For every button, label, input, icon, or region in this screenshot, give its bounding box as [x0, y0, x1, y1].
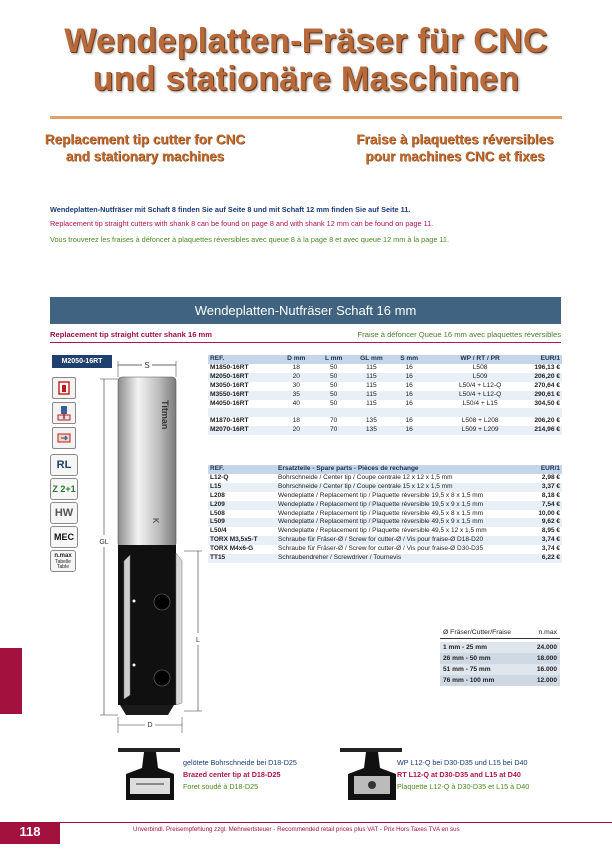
cell-s: 16 [390, 426, 427, 435]
cell-d: 20 [278, 373, 315, 382]
intro-de: Wendeplatten-Nutfräser mit Schaft 8 finden Sie auf Seite 8 und mit Schaft 12 mm finden Sie auf Seite 11. [50, 205, 411, 214]
cell-l: 50 [330, 399, 338, 407]
cell-eur: 304,50 € [534, 399, 560, 407]
section-subtitle-en: Replacement tip straight cutter shank 16 mm [50, 330, 213, 339]
cell-wp: L50/4 + L15 [462, 399, 498, 407]
replacement-tip-illustration [340, 744, 404, 802]
cell-ref: TORX M3,5x5-T [208, 536, 276, 545]
cell-ref: L15 [208, 483, 276, 492]
cell-d: 20 [278, 426, 315, 435]
cell-ref: L509 [208, 518, 276, 527]
subtitle-fr-line2: pour machines CNC et fixes [365, 149, 545, 164]
page-number: 118 [0, 822, 60, 844]
cell-ref: M4050-16RT [210, 399, 249, 407]
page-title-line2: und stationäre Maschinen [92, 60, 520, 98]
cell-l: 50 [315, 391, 352, 400]
dim-s-label: S [144, 361, 150, 370]
cell-desc: Wendeplatte / Replacement tip / Plaquette réversible 49,5 x 9 x 1,5 mm [276, 518, 516, 527]
cell-gl: 135 [352, 426, 390, 435]
cell-s: 16 [390, 391, 427, 400]
cell-wp: L509 + L209 [428, 426, 532, 435]
table-row [440, 653, 560, 664]
intro-en: Replacement tip straight cutters with shank 8 can be found on page 8 and with shank 12 mm can be found on page 11. [50, 219, 434, 228]
cell-s: 16 [405, 363, 413, 371]
header-eur: EUR/1 [532, 355, 562, 364]
cell-desc: Wendeplatte / Replacement tip / Plaquette réversible 19,5 x 8 x 1,5 mm [278, 491, 484, 499]
product-table [208, 355, 562, 435]
cell-d: 18 [292, 417, 300, 425]
cell-ref: L50/4 [210, 527, 227, 535]
cell-desc: Schraubendreher / Screwdriver / Tournevis [276, 554, 516, 563]
cell-eur: 290,61 € [534, 390, 560, 398]
cell-ref: TT15 [208, 554, 276, 563]
cell-range: 26 mm - 50 mm [440, 653, 529, 664]
spare-header-ref: REF. [208, 465, 276, 474]
brazed-tip-illustration [118, 744, 182, 802]
cell-ref: L508 [210, 509, 225, 517]
cell-eur: 8,95 € [541, 527, 560, 535]
header-wp: WP / RT / PR [428, 355, 532, 364]
section-title-bar: Wendeplatten-Nutfräser Schaft 16 mm [50, 297, 561, 324]
page-title [0, 22, 612, 98]
subtitle-en [40, 131, 250, 165]
plunge-icon [52, 402, 76, 424]
table-row [208, 426, 562, 435]
table-row [440, 642, 560, 653]
cell-wp: L50/4 + L12-Q [458, 381, 502, 389]
header-gl: GL mm [352, 355, 390, 364]
cell-l: 70 [315, 426, 352, 435]
cell-eur: 3,74 € [541, 545, 560, 553]
cell-d: 35 [278, 391, 315, 400]
nmax-badge-title: n.max [54, 553, 72, 559]
tip-left-de: gelötete Bohrschneide bei D18-D25 [183, 758, 297, 767]
subtitle-fr [330, 131, 580, 165]
cell-eur: 7,54 € [516, 501, 562, 510]
table-row [440, 664, 560, 675]
cell-ref: M1870-16RT [210, 417, 249, 425]
page-title-line1: Wendeplatten-Fräser für CNC [64, 22, 548, 60]
cell-desc: Bohrschneide / Center tip / Coupe centrale 15 x 12 x 1,5 mm [276, 483, 516, 492]
spare-header-desc: Ersatzteile - Spare parts - Pièces de rechange [276, 465, 516, 474]
table-row [208, 492, 562, 501]
table-row [208, 400, 562, 409]
cell-desc: Wendeplatte / Replacement tip / Plaquette réversible 19,5 x 9 x 1,5 mm [276, 501, 516, 510]
cell-wp: L509 [428, 373, 532, 382]
cell-ref: M2070-16RT [208, 426, 278, 435]
header-l: L mm [315, 355, 352, 364]
cell-eur: 214,96 € [534, 426, 560, 434]
spare-table-header [208, 465, 562, 474]
table-row [208, 382, 562, 391]
table-row [208, 536, 562, 545]
table-row [208, 417, 562, 426]
cell-rpm: 24.000 [529, 642, 560, 653]
cutter-type-icon [52, 377, 76, 399]
cell-eur: 8,18 € [541, 491, 560, 499]
table-row [208, 483, 562, 492]
table-row [208, 518, 562, 527]
model-badge: M2050-16RT [52, 355, 112, 368]
tip-left-text [183, 757, 297, 793]
cell-desc: Schraube für Fräser-Ø / Screw for cutter-Ø / Vis pour fraise-Ø D30-D35 [278, 545, 484, 553]
table-row [208, 527, 562, 536]
subtitle-en-line1: Replacement tip cutter for CNC [44, 132, 246, 147]
teeth-badge: Z 2+1 [50, 478, 78, 500]
tip-left-fr: Foret soudé à D18-D25 [183, 782, 259, 791]
table-row [208, 510, 562, 519]
table-row [440, 675, 560, 686]
cell-wp: L50/4 + L12-Q [428, 391, 532, 400]
cell-eur: 196,13 € [534, 363, 560, 371]
cell-eur: 6,22 € [516, 554, 562, 563]
tip-right-text [397, 757, 529, 793]
header-ref: REF. [208, 355, 278, 364]
brand-label: Titman [160, 400, 170, 430]
cell-desc: Wendeplatte / Replacement tip / Plaquette réversible 49,5 x 8 x 1,5 mm [278, 509, 484, 517]
cell-eur: 270,64 € [534, 381, 560, 389]
product-table-header [208, 355, 562, 364]
cell-ref: L12-Q [210, 473, 229, 481]
table-spacer-row [208, 408, 562, 417]
cell-l: 50 [330, 381, 338, 389]
cell-rpm: 12.000 [529, 675, 560, 686]
section-subtitle-fr: Fraise à défoncer Queue 16 mm avec plaquettes réversibles [357, 330, 561, 339]
cell-desc: Bohrschneide / Center tip / Coupe centrale 12 x 12 x 1,5 mm [278, 473, 453, 481]
cell-eur: 2,98 € [541, 473, 560, 481]
nmax-header-label: Ø Fräser/Cutter/Fraise [440, 627, 529, 639]
cell-range: 1 mm - 25 mm [440, 642, 529, 653]
cell-l: 50 [330, 363, 338, 371]
header-d: D mm [278, 355, 315, 364]
nmax-header-value: n.max [529, 627, 560, 639]
spare-parts-table [208, 465, 562, 563]
table-row [208, 554, 562, 563]
cell-gl: 135 [365, 417, 377, 425]
table-row [208, 545, 562, 554]
cell-d: 40 [292, 399, 300, 407]
tip-right-fr: Plaquette L12-Q à D30-D35 et L15 à D40 [397, 782, 530, 791]
cell-ref: TORX M4x6-G [210, 545, 254, 553]
mec-badge: MEC [50, 526, 78, 548]
tip-right-de: WP L12-Q bei D30-D35 und L15 bei D40 [397, 758, 528, 767]
spare-header-eur: EUR/1 [516, 465, 562, 474]
cell-s: 16 [390, 373, 427, 382]
table-row [208, 373, 562, 382]
cell-gl: 115 [352, 373, 390, 382]
table-row [208, 501, 562, 510]
nmax-table [440, 627, 560, 686]
table-row [208, 474, 562, 483]
nmax-badge-sub2: Table [57, 564, 69, 570]
cell-rpm: 18.000 [529, 653, 560, 664]
cell-desc: Wendeplatte / Replacement tip / Plaquette réversible 49,5 x 12 x 1,5 mm [278, 527, 487, 535]
cell-eur: 3,74 € [516, 536, 562, 545]
cell-gl: 115 [352, 391, 390, 400]
dim-gl-label: GL [99, 539, 109, 546]
cell-gl: 115 [366, 381, 377, 389]
nmax-badge-sub1: Tabelle [55, 559, 71, 565]
footer-divider [0, 822, 612, 823]
table-row [208, 364, 562, 373]
footer-text: Unverbindl. Preisempfehlung zzgl. Mehrwertsteuer - Recommended retail prices plus VAT - Prix Hors Taxes TVA en sus [133, 826, 460, 833]
cell-ref: M3050-16RT [210, 381, 249, 389]
subtitle-fr-line1: Fraise à plaquettes réversibles [356, 132, 554, 147]
cell-ref: M1850-16RT [210, 363, 249, 371]
side-tab [0, 648, 22, 714]
cell-wp: L508 [472, 363, 488, 371]
cell-desc: Schraube für Fräser-Ø / Screw for cutter-Ø / Vis pour fraise-Ø D18-D20 [276, 536, 516, 545]
cell-ref: M3550-16RT [208, 391, 278, 400]
cutter-drawing [90, 355, 205, 740]
cell-gl: 115 [366, 363, 377, 371]
cell-eur: 10,00 € [538, 509, 560, 517]
dim-k-label: K [151, 518, 160, 524]
cell-d: 18 [292, 363, 300, 371]
cell-wp: L508 + L208 [461, 417, 499, 425]
tip-left-en: Brazed center tip at D18-D25 [183, 770, 281, 779]
dim-d-label: D [147, 722, 153, 729]
cell-range: 51 mm - 75 mm [440, 664, 529, 675]
tip-right-en: RT L12-Q at D30-D35 and L15 at D40 [397, 770, 521, 779]
grooving-icon [52, 427, 76, 449]
hw-badge: HW [50, 502, 78, 524]
cell-range: 76 mm - 100 mm [440, 675, 529, 686]
cell-ref: L208 [210, 491, 225, 499]
cell-eur: 3,37 € [516, 483, 562, 492]
nmax-table-header [440, 627, 560, 639]
cell-l: 70 [330, 417, 338, 425]
cell-s: 16 [405, 417, 413, 425]
cell-eur: 206,20 € [534, 417, 560, 425]
rl-badge: RL [50, 454, 78, 476]
subtitle-en-line2: and stationary machines [65, 149, 225, 164]
dim-l-label: L [196, 637, 200, 644]
cell-eur: 206,20 € [534, 372, 560, 380]
title-divider [50, 116, 562, 119]
cell-ref: M2050-16RT [208, 373, 278, 382]
cell-s: 16 [405, 381, 413, 389]
cell-ref: L209 [208, 501, 276, 510]
cell-eur: 9,62 € [516, 518, 562, 527]
nmax-badge [50, 550, 76, 572]
intro-fr: Vous trouverez les fraises à défoncer à plaquettes réversibles avec queue 8 à la page 8 et avec queue 12 mm à la page 11. [50, 235, 450, 244]
header-s: S mm [390, 355, 427, 364]
cell-gl: 115 [366, 399, 377, 407]
cell-rpm: 16.000 [529, 664, 560, 675]
cell-d: 30 [292, 381, 300, 389]
cell-s: 16 [405, 399, 413, 407]
section-divider [50, 342, 561, 343]
cell-l: 50 [315, 373, 352, 382]
table-row [208, 391, 562, 400]
